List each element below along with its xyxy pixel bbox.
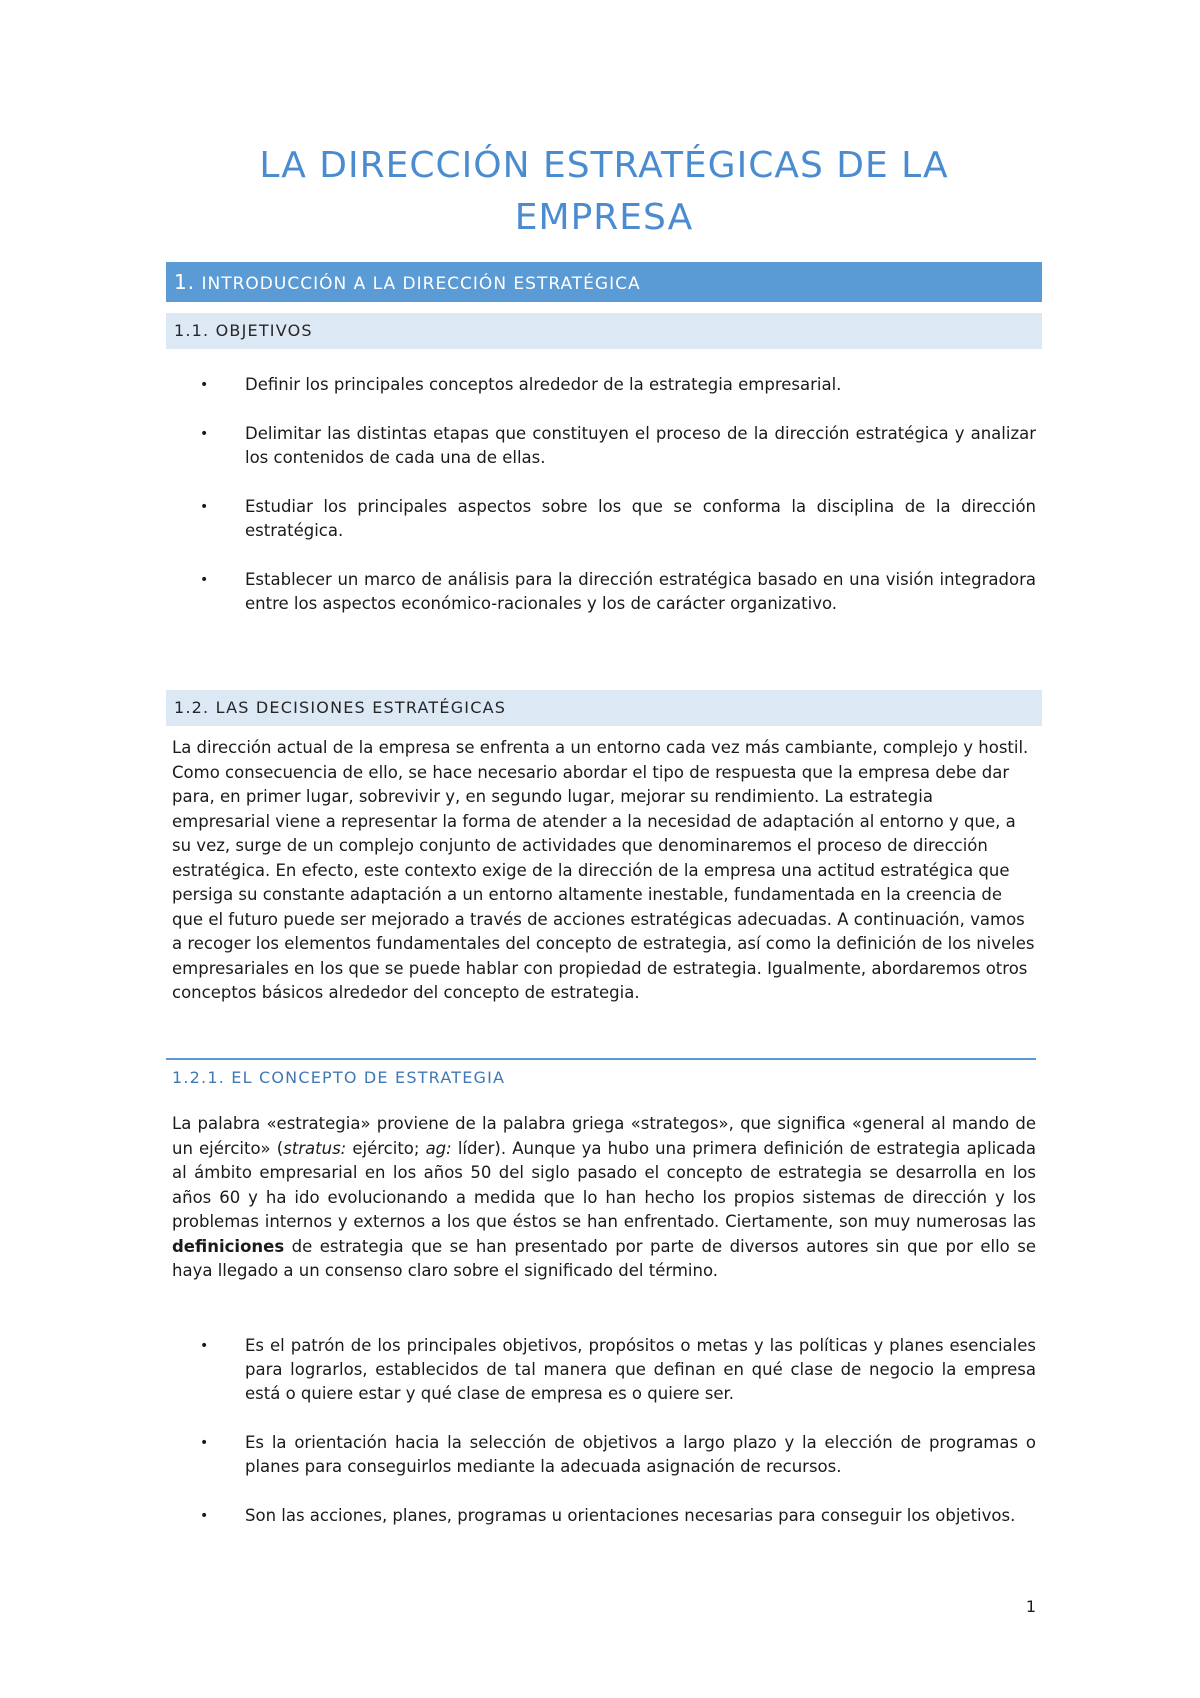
paragraph-bold-text: definiciones [172,1236,285,1256]
list-item [200,373,1036,397]
list-item-text: Es la orientación hacia la selección de objetivos a largo plazo y la elección de programas o planes para conseguirlos mediante la adecuada asignación de recursos. [245,1433,1036,1476]
section-1-2-heading: 1.2. LAS DECISIONES ESTRATÉGICAS [166,690,1042,726]
section-1-2-paragraph: La dirección actual de la empresa se enfrenta a un entorno cada vez más cambiante, complejo y hostil. Como consecuencia de ello, se hace necesario abordar el tipo de respuesta que la empresa debe dar para, en primer lugar, sobrevivir y, en segundo lugar, mejorar su rendimiento. La estrategia empresarial viene a representar la forma de atender a la necesidad de adaptación al entorno y que, a su vez, surge de un complejo conjunto de actividades que denominaremos el proceso de dirección estratégica. En efecto, este contexto exige de la dirección de la empresa una actitud estratégica que persiga su constante adaptación a un entorno altamente inestable, fundamentada en la creencia de que el futuro puede ser mejorado a través de acciones estratégicas adecuadas. A continuación, vamos a recoger los elementos fundamentales del concepto de estrategia, así como la definición de los niveles empresariales en los que se puede hablar con propiedad de estrategia. Igualmente, abordaremos otros conceptos básicos alrededor del concepto de estrategia. [172,738,1035,1002]
bullet-icon: • [200,499,209,515]
paragraph-text: de estrategia que se han presentado por parte de diversos autores sin que por ello se haya llegado a un consenso claro sobre el significado del término. [172,1236,1036,1280]
paragraph-italic-text: stratus: [283,1138,347,1158]
section-1-number: 1. [174,270,196,294]
list-item-text: Es el patrón de los principales objetivos, propósitos o metas y las políticas y planes esenciales para lograrlos, establecidos de tal manera que definan en qué clase de negocio la empresa está o quiere estar y qué clase de empresa es o quiere ser. [245,1336,1036,1403]
list-item [200,495,1036,543]
paragraph-text: líder). Aunque ya hubo una primera definición de estrategia aplicada al ámbito empresarial en los años 50 del siglo pasado el concepto de estrategia se desarrolla en los años 60 y ha ido evolucionando a medida que lo han hecho los propios sistemas de dirección y los problemas internos y externos a los que éstos se han enfrentado. Ciertamente, son muy numerosas las [172,1138,1037,1231]
paragraph-text: La palabra «estrategia» proviene de la palabra griega «strategos», que significa «general al mando de un ejército» ( [172,1114,1036,1158]
list-item-text: Son las acciones, planes, programas u orientaciones necesarias para conseguir los objetivos. [245,1506,1016,1525]
bullet-icon: • [200,1435,209,1451]
list-item-text: Delimitar las distintas etapas que constituyen el proceso de la dirección estratégica y analizar los contenidos de cada una de ellas. [245,424,1036,467]
section-1-title: INTRODUCCIÓN A LA DIRECCIÓN ESTRATÉGICA [201,274,641,294]
list-item [200,1334,1036,1406]
list-item-text: Estudiar los principales aspectos sobre los que se conforma la disciplina de la dirección estratégica. [245,497,1036,540]
section-1-heading [166,262,1042,302]
bullet-icon: • [200,1338,209,1354]
page-number: 1 [1025,1597,1036,1616]
objectives-list [200,373,1036,616]
document-title: LA DIRECCIÓN ESTRATÉGICAS DE LA EMPRESA [259,145,949,238]
bullet-icon: • [200,377,209,393]
list-item [200,1431,1036,1479]
list-item-text: Definir los principales conceptos alrededor de la estrategia empresarial. [245,375,842,394]
section-1-2-1-rule [166,1058,1036,1060]
bullet-icon: • [200,1508,209,1524]
bullet-icon: • [200,572,209,588]
paragraph-italic-text: ag: [425,1138,452,1158]
section-1-2-1-paragraph [172,1112,1036,1284]
list-item [200,568,1036,616]
list-item-text: Establecer un marco de análisis para la dirección estratégica basado en una visión integradora entre los aspectos económico-racionales y los de carácter organizativo. [245,570,1036,613]
section-1-1-heading: 1.1. OBJETIVOS [166,313,1042,349]
paragraph-text: ejército; [346,1138,426,1158]
section-1-2-1-heading: 1.2.1. EL CONCEPTO DE ESTRATEGIA [172,1068,506,1087]
list-item [200,1504,1036,1528]
definitions-list [200,1334,1036,1528]
bullet-icon: • [200,426,209,442]
list-item [200,422,1036,470]
